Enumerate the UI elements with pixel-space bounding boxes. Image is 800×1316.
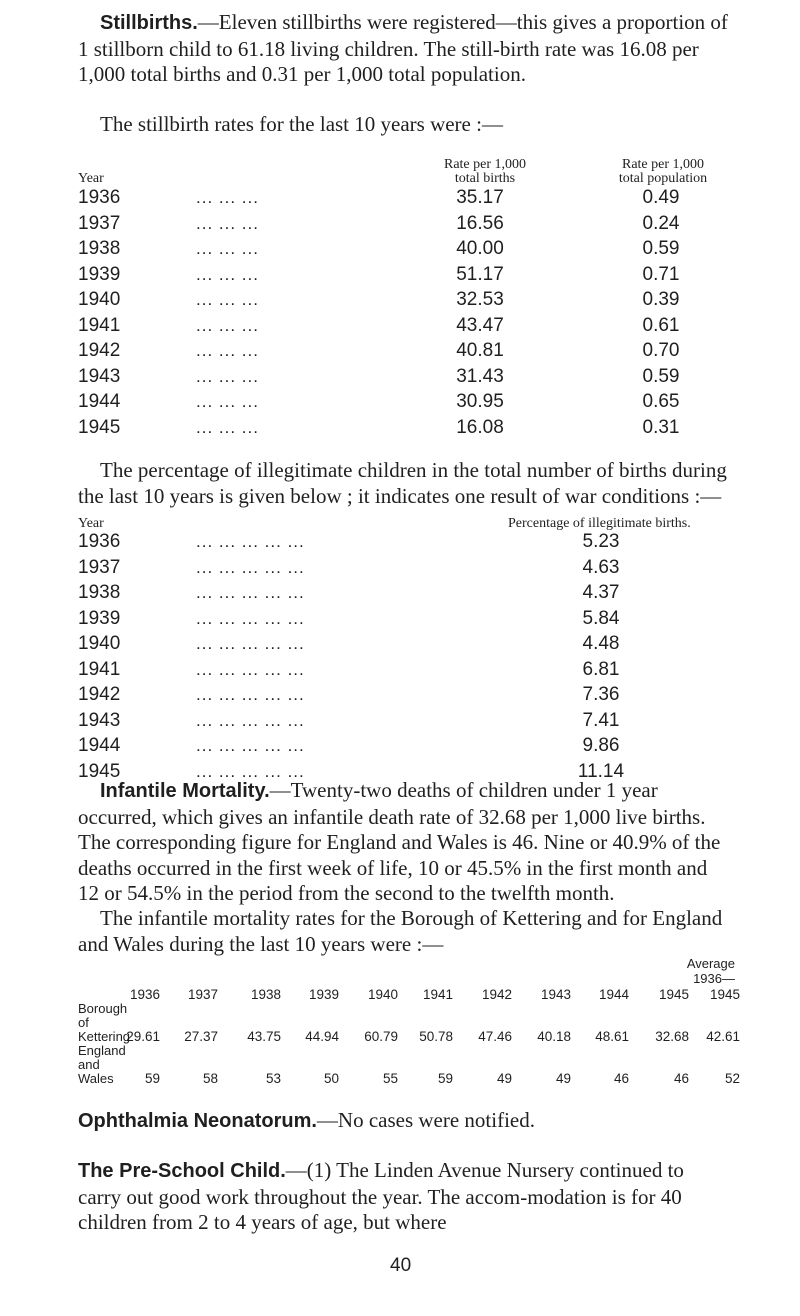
table-cell-kettering: 47.46 [478,1029,512,1044]
table-row-year: 1945 [78,760,121,782]
row-label-and: and [78,1057,100,1072]
table-cell-england-wales: 49 [555,1071,571,1086]
table-cell-population-rate: 0.49 [642,187,680,208]
average-header-1: Average [686,956,735,971]
preschool-heading: The Pre-School Child. [78,1160,286,1182]
dot-leader: ... ... ... ... ... [196,659,305,679]
table-cell-births-rate: 51.17 [456,263,504,285]
table-cell-percentage: 4.48 [582,633,620,654]
table-row-year: 1941 [78,314,121,336]
table-cell-percentage: 4.37 [582,582,620,603]
table-cell-births-rate: 16.56 [456,212,504,234]
table-cell-births-rate: 43.47 [456,314,504,336]
stillbirths-paragraph [78,10,728,88]
ophthalmia-text: —No cases were notified. [316,1108,535,1132]
column-year: 1942 [481,987,512,1002]
table-cell-england-wales: 59 [437,1071,453,1086]
dot-leader: ... ... ... ... ... [196,761,305,781]
dot-leader: ... ... ... ... ... [196,685,305,704]
column-year: 1940 [367,987,398,1002]
table-row-year: 1943 [78,365,121,387]
table-cell-percentage: 7.41 [582,709,620,731]
col-header-percentage: Percentage of illegitimate births. [508,516,691,531]
table-row-year: 1942 [78,684,121,705]
ophthalmia-paragraph [78,1108,728,1135]
table-cell-kettering: 48.61 [595,1029,629,1044]
table-cell-population-rate: 0.65 [642,391,680,412]
table-row-year: 1944 [78,391,121,412]
column-year: 1944 [598,987,629,1002]
table-cell-kettering: 40.18 [537,1029,571,1044]
row-label-kettering: Kettering [78,1029,131,1044]
illegitimate-paragraph: The percentage of illegitimate children in the total number of births during the last 10 years is given below ; it indicates one result of war conditions :— [78,458,727,508]
table-cell-england-wales: 49 [496,1071,512,1086]
table-cell-england-wales: 46 [613,1071,629,1086]
table-cell-births-rate: 16.08 [456,416,504,438]
table-cell-percentage: 6.81 [582,658,620,680]
table-cell-england-wales: 59 [144,1071,160,1086]
column-year: 1943 [540,987,571,1002]
dot-leader: ... ... ... ... ... [196,583,305,602]
table-row-year: 1937 [78,212,121,234]
table-cell-population-rate: 0.71 [642,263,680,285]
page-number: 40 [390,1255,412,1276]
dot-leader: ... ... ... ... ... [196,634,305,653]
table-cell-population-rate: 0.39 [642,289,680,310]
preschool-paragraph [78,1158,728,1236]
column-year: 1937 [187,987,218,1002]
table-cell-births-rate: 40.81 [456,340,504,361]
table-cell-kettering: 50.78 [419,1029,453,1044]
table-cell-births-rate: 31.43 [456,365,504,387]
table-row-year: 1944 [78,735,121,756]
table-cell-births-rate: 30.95 [456,391,504,412]
column-year: 1941 [422,987,453,1002]
stillbirths-intro: The stillbirth rates for the last 10 years were :— [100,112,503,136]
table-cell-england-wales: 46 [673,1071,689,1086]
table-cell-population-rate: 0.59 [642,238,680,259]
column-year: 1945 [709,987,740,1002]
dot-leader: ... ... ... [196,290,259,309]
average-header-2: 1936— [693,971,735,986]
table-cell-england-wales: 58 [202,1071,218,1086]
table-row-year: 1937 [78,556,121,578]
table-cell-births-rate: 35.17 [456,187,504,208]
dot-leader: ... ... ... ... ... [196,736,305,755]
stillbirths-heading: Stillbirths. [100,12,198,34]
row-label-borough: Borough [78,1001,128,1016]
row-label-of: of [78,1015,89,1030]
table-cell-percentage: 9.86 [582,735,620,756]
table-cell-population-rate: 0.61 [642,314,680,336]
preschool-text: —(1) The Linden Avenue Nursery continued to carry out good work throughout the year. The accom-modation is for 40 children from 2 to 4 years of age, but where [78,1158,684,1234]
infantile-text: —Twenty-two deaths of children under 1 year occurred, which gives an infantile death rate of 32.68 per 1,000 live births. The corresponding figure for England and Wales is 46. Nine or 40.9% of the deaths occurred in the first week of life, 10 or 45.5% in the first month and 12 or 54.5% in the period from the second to the twelfth month. [78,778,721,905]
table-cell-kettering: 43.75 [247,1029,281,1044]
dot-leader: ... ... ... [196,315,259,335]
column-year: 1939 [308,987,339,1002]
column-year: 1938 [250,987,281,1002]
table-row-year: 1938 [78,238,121,259]
table-cell-population-rate: 0.59 [642,365,680,387]
table-cell-kettering: 27.37 [184,1029,218,1044]
table-row-year: 1939 [78,607,121,629]
row-label-wales: Wales [78,1071,114,1086]
table-row-year: 1942 [78,340,121,361]
table-row-year: 1936 [78,531,121,552]
col-header-year: Year [78,171,104,186]
table-cell-england-wales: 53 [265,1071,281,1086]
table-cell-kettering: 32.68 [655,1029,689,1044]
row-label-england: England [78,1043,126,1058]
table-row-year: 1940 [78,289,121,310]
table-cell-kettering: 44.94 [305,1029,339,1044]
col-header-pop-2: total population [618,171,708,186]
ophthalmia-heading: Ophthalmia Neonatorum. [78,1110,317,1132]
table-cell-percentage: 11.14 [577,760,625,782]
dot-leader: ... ... ... [196,239,259,258]
table-cell-england-wales: 52 [724,1071,740,1086]
table-cell-kettering: 29.61 [126,1029,160,1044]
table-row-year: 1940 [78,633,121,654]
table-cell-percentage: 5.23 [582,531,620,552]
dot-leader: ... ... ... ... ... [196,557,305,577]
infantile-paragraph [78,778,728,907]
dot-leader: ... ... ... ... ... [196,710,305,730]
dot-leader: ... ... ... ... ... [196,608,305,628]
table-cell-kettering: 42.61 [706,1029,740,1044]
table-cell-population-rate: 0.31 [642,416,680,438]
col-header-pop-1: Rate per 1,000 [621,157,705,172]
col-header-year: Year [78,516,104,531]
table-cell-percentage: 4.63 [582,556,620,578]
dot-leader: ... ... ... [196,188,259,207]
table-cell-population-rate: 0.70 [642,340,680,361]
col-header-births-2: total births [454,171,516,186]
column-year: 1936 [129,987,160,1002]
dot-leader: ... ... ... [196,392,259,411]
table-row-year: 1938 [78,582,121,603]
column-year: 1945 [658,987,689,1002]
table-row-year: 1941 [78,658,121,680]
table-row-year: 1943 [78,709,121,731]
table-cell-births-rate: 32.53 [456,289,504,310]
table-cell-england-wales: 55 [382,1071,398,1086]
table-cell-england-wales: 50 [323,1071,339,1086]
table-cell-percentage: 5.84 [582,607,620,629]
table-row-year: 1939 [78,263,121,285]
infantile-heading: Infantile Mortality. [100,780,270,802]
infantile-intro: The infantile mortality rates for the Borough of Kettering and for England and Wales during the last 10 years were :— [78,906,723,956]
dot-leader: ... ... ... [196,417,259,437]
table-cell-percentage: 7.36 [582,684,620,705]
table-row-year: 1945 [78,416,121,438]
dot-leader: ... ... ... [196,213,259,233]
table-row-year: 1936 [78,187,121,208]
dot-leader: ... ... ... ... ... [196,532,305,551]
stillbirths-text: —Eleven stillbirths were registered—this gives a proportion of 1 stillborn child to 61.18 living children. The still-birth rate was 16.08 per 1,000 total births and 0.31 per 1,000 total population. [78,10,728,86]
table-cell-births-rate: 40.00 [456,238,504,259]
table-cell-population-rate: 0.24 [642,212,680,234]
dot-leader: ... ... ... [196,264,259,284]
table-cell-kettering: 60.79 [364,1029,398,1044]
dot-leader: ... ... ... [196,341,259,360]
col-header-births-1: Rate per 1,000 [443,157,527,172]
dot-leader: ... ... ... [196,366,259,386]
